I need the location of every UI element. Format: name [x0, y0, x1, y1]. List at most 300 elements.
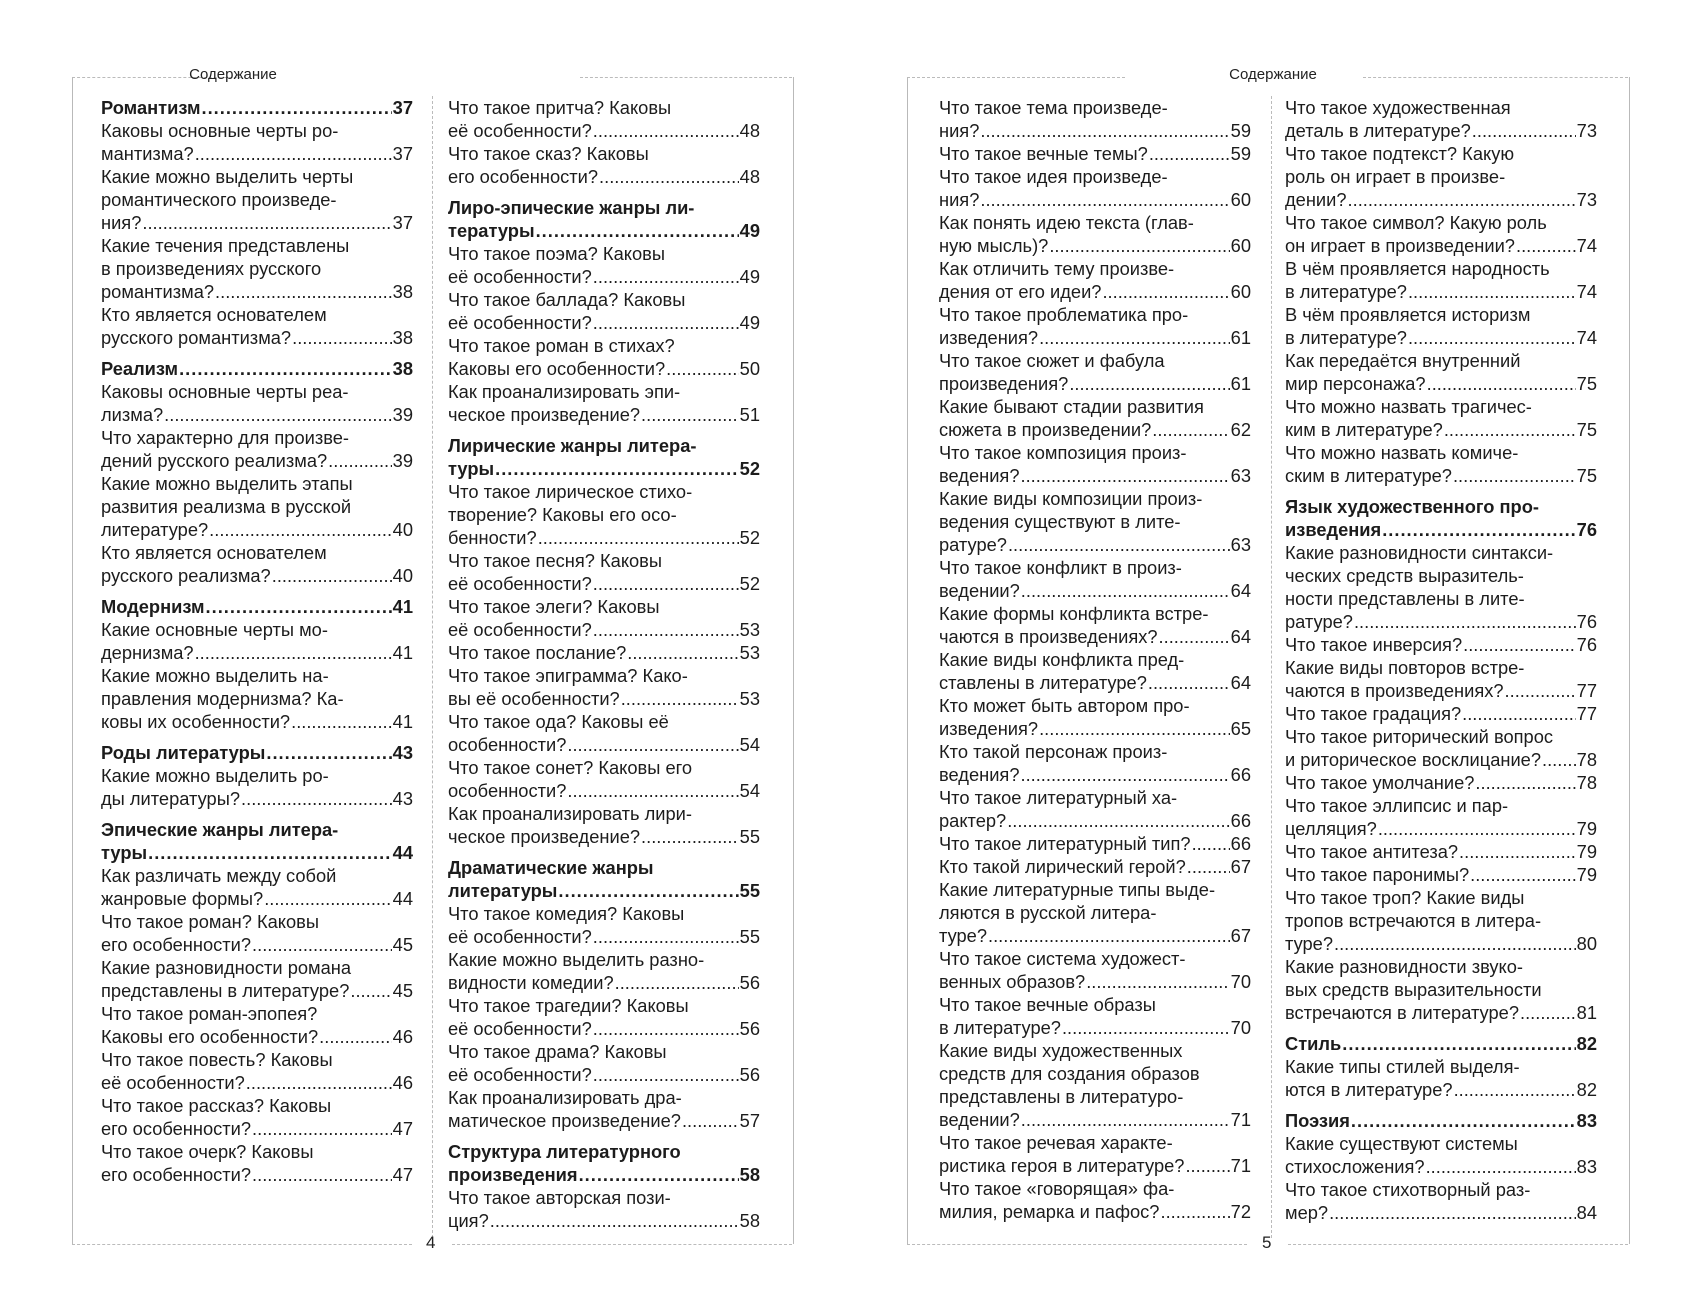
toc-entry[interactable] [939, 211, 1251, 257]
leader-dots [1039, 326, 1230, 349]
leader-dots [980, 188, 1229, 211]
toc-entry-text: Что такое очерк? Каковы [101, 1141, 314, 1162]
leader-dots [1354, 610, 1576, 633]
toc-page-number: 66 [1230, 810, 1251, 831]
leader-dots [641, 403, 739, 426]
toc-entry[interactable] [939, 740, 1251, 786]
toc-page-number: 66 [1230, 764, 1251, 785]
toc-entry-text: Что такое трагедии? Каковы [448, 995, 689, 1016]
leader-dots [621, 687, 739, 710]
leader-dots [1185, 1154, 1229, 1177]
toc-entry-text: ляются в русской литера- [939, 902, 1157, 923]
toc-entry-text: Какие существуют системы [1285, 1133, 1518, 1154]
toc-entry-text: и риторическое восклицание? [1285, 749, 1542, 770]
toc-page-number: 56 [739, 972, 760, 993]
toc-entry[interactable] [1285, 633, 1597, 656]
toc-entry[interactable] [939, 441, 1251, 487]
leader-dots [195, 641, 392, 664]
leader-dots [1472, 119, 1576, 142]
toc-page-number: 67 [1230, 856, 1251, 877]
page-number: 4 [426, 1233, 436, 1252]
toc-entry[interactable] [939, 1177, 1251, 1223]
toc-entry-text: его особенности? [101, 934, 252, 955]
toc-entry-text: романтического произведе- [101, 189, 337, 210]
toc-entry[interactable] [1285, 863, 1597, 886]
toc-entry[interactable] [1285, 794, 1597, 840]
toc-page-number: 63 [1230, 465, 1251, 486]
toc-entry[interactable] [939, 395, 1251, 441]
toc-entry-text: Что такое умолчание? [1285, 772, 1475, 793]
toc-entry[interactable] [939, 1039, 1251, 1131]
toc-entry[interactable] [1285, 541, 1597, 633]
toc-entry[interactable] [101, 1048, 413, 1094]
toc-entry[interactable] [101, 472, 413, 541]
toc-entry-text: ким в литературе? [1285, 419, 1443, 440]
toc-entry-text: ристика героя в литературе? [939, 1155, 1185, 1176]
toc-entry[interactable] [1285, 96, 1597, 142]
toc-page-number: 70 [1230, 1017, 1251, 1038]
toc-page-number: 54 [739, 734, 760, 755]
toc-page-number: 47 [392, 1164, 413, 1185]
leader-dots [1086, 970, 1229, 993]
toc-entry-text: её особенности? [448, 1064, 592, 1085]
toc-entry-text: Романтизм [101, 97, 201, 118]
toc-page-number: 64 [1230, 672, 1251, 693]
toc-page-number: 67 [1230, 925, 1251, 946]
toc-entry-text: В чём проявляется историзм [1285, 304, 1531, 325]
toc-entry-text: ния? [101, 212, 142, 233]
toc-entry[interactable] [448, 948, 760, 994]
toc-section[interactable] [448, 196, 760, 242]
toc-entry-text: ведении? [939, 580, 1020, 601]
toc-entry[interactable] [101, 764, 413, 810]
toc-entry[interactable] [448, 96, 760, 142]
toc-entry[interactable] [448, 756, 760, 802]
leader-dots [142, 211, 391, 234]
leader-dots [1351, 1109, 1576, 1132]
toc-entry-text: в литературе? [1285, 281, 1407, 302]
toc-entry[interactable] [939, 947, 1251, 993]
toc-entry-text: её особенности? [101, 1072, 245, 1093]
toc-entry-text: Что такое роман-эпопея? [101, 1003, 318, 1024]
toc-entry[interactable] [1285, 1055, 1597, 1101]
leader-dots [579, 1163, 739, 1186]
toc-entry-text: Что такое песня? Каковы [448, 550, 663, 571]
toc-entry-text: Что такое литературный ха- [939, 787, 1178, 808]
toc-page-number: 45 [392, 980, 413, 1001]
toc-section[interactable] [448, 1140, 760, 1186]
leader-dots [291, 710, 392, 733]
toc-entry[interactable] [101, 956, 413, 1002]
toc-entry-text: Как проанализировать эпи- [448, 381, 681, 402]
page-number: 5 [1262, 1233, 1272, 1252]
toc-page-number: 41 [392, 642, 413, 663]
toc-page-number: 38 [392, 358, 413, 379]
leader-dots [1007, 809, 1229, 832]
toc-entry[interactable] [448, 1186, 760, 1232]
toc-entry[interactable] [448, 902, 760, 948]
toc-entry-text: ведения существуют в лите- [939, 511, 1181, 532]
toc-page-number: 79 [1576, 818, 1597, 839]
toc-page-number: 37 [392, 212, 413, 233]
toc-entry[interactable] [101, 1140, 413, 1186]
toc-section[interactable] [448, 434, 760, 480]
toc-entry-text: ским в литературе? [1285, 465, 1452, 486]
toc-page-number: 78 [1576, 772, 1597, 793]
toc-page-number: 58 [739, 1164, 760, 1185]
toc-entry-text: Что такое эллипсис и пар- [1285, 795, 1509, 816]
toc-entry[interactable] [101, 234, 413, 303]
toc-page-number: 79 [1576, 864, 1597, 885]
toc-entry-text: вых средств выразительности [1285, 979, 1542, 1000]
leader-dots [1408, 326, 1576, 349]
toc-entry[interactable] [939, 142, 1251, 165]
toc-entry-text: ковы их особенности? [101, 711, 291, 732]
toc-page-number: 38 [392, 281, 413, 302]
toc-entry-text: вы её особенности? [448, 688, 620, 709]
leader-dots [593, 572, 739, 595]
leader-dots [1408, 280, 1576, 303]
toc-section[interactable] [101, 595, 413, 618]
toc-entry-text: мер? [1285, 1202, 1329, 1223]
toc-entry[interactable] [101, 618, 413, 664]
toc-entry-text: дернизма? [101, 642, 194, 663]
toc-entry-text: Что такое речевая характе- [939, 1132, 1173, 1153]
toc-entry-text: Кто такой персонаж произ- [939, 741, 1168, 762]
toc-entry-text: Что такое инверсия? [1285, 634, 1463, 655]
toc-entry-text: ратуре? [1285, 611, 1353, 632]
toc-entry-text: Кто может быть автором про- [939, 695, 1190, 716]
toc-page-number: 65 [1230, 718, 1251, 739]
toc-entry[interactable] [448, 664, 760, 710]
toc-entry[interactable] [101, 1002, 413, 1048]
toc-entry[interactable] [939, 694, 1251, 740]
toc-entry-text: тропов встречаются в литера- [1285, 910, 1542, 931]
toc-entry[interactable] [939, 96, 1251, 142]
toc-entry-text: его особенности? [101, 1164, 252, 1185]
toc-page-number: 66 [1230, 833, 1251, 854]
toc-entry[interactable] [939, 648, 1251, 694]
toc-page-number: 71 [1230, 1109, 1251, 1130]
toc-entry[interactable] [939, 1131, 1251, 1177]
toc-entry-text: Эпические жанры литера- [101, 819, 339, 840]
toc-entry[interactable] [448, 549, 760, 595]
toc-entry-text: ческое произведение? [448, 826, 641, 847]
toc-entry-text: Что можно назвать трагичес- [1285, 396, 1532, 417]
leader-dots [1187, 855, 1230, 878]
leader-dots [593, 925, 739, 948]
toc-entry-text: её особенности? [448, 120, 592, 141]
leader-dots [266, 741, 391, 764]
toc-page-number: 47 [392, 1118, 413, 1139]
leader-dots [202, 96, 392, 119]
toc-page-number: 60 [1230, 189, 1251, 210]
toc-entry[interactable] [939, 855, 1251, 878]
toc-entry[interactable] [448, 380, 760, 426]
toc-entry-text: стихосложения? [1285, 1156, 1425, 1177]
toc-entry-text: произведения? [939, 373, 1069, 394]
leader-dots [495, 457, 739, 480]
toc-section[interactable] [101, 96, 413, 119]
toc-page-number: 43 [392, 742, 413, 763]
toc-entry[interactable] [448, 994, 760, 1040]
toc-column [448, 96, 760, 1232]
toc-entry[interactable] [939, 257, 1251, 303]
toc-entry[interactable] [448, 1086, 760, 1132]
toc-entry-text: Что такое художественная [1285, 97, 1511, 118]
toc-entry[interactable] [1285, 257, 1597, 303]
toc-page-number: 37 [392, 97, 413, 118]
toc-page-number: 37 [392, 143, 413, 164]
toc-page-number: 64 [1230, 626, 1251, 647]
toc-entry[interactable] [1285, 303, 1597, 349]
toc-page-number: 55 [739, 926, 760, 947]
toc-entry[interactable] [101, 303, 413, 349]
toc-entry-text: Какие литературные типы выде- [939, 879, 1216, 900]
toc-section[interactable] [1285, 1032, 1597, 1055]
leader-dots [641, 825, 739, 848]
toc-section[interactable] [448, 856, 760, 902]
bottom-rule [452, 1244, 792, 1245]
leader-dots [490, 1209, 739, 1232]
toc-entry-text: особенности? [448, 734, 567, 755]
leader-dots [328, 449, 391, 472]
toc-entry[interactable] [1285, 840, 1597, 863]
toc-entry-text: литературы [448, 880, 558, 901]
toc-page-number: 77 [1576, 680, 1597, 701]
leader-dots [558, 879, 738, 902]
toc-entry[interactable] [1285, 1132, 1597, 1178]
toc-entry[interactable] [1285, 656, 1597, 702]
toc-entry[interactable] [1285, 725, 1597, 771]
leader-dots [252, 1163, 392, 1186]
toc-section[interactable] [1285, 495, 1597, 541]
toc-page-number: 44 [392, 842, 413, 863]
toc-entry-text: ставлены в литературе? [939, 672, 1147, 693]
toc-entry-text: её особенности? [448, 266, 592, 287]
toc-entry[interactable] [101, 864, 413, 910]
toc-entry-text: Кто является основателем [101, 542, 327, 563]
toc-entry-text: Каковы его особенности? [448, 358, 666, 379]
toc-entry-text: Какие можно выделить ро- [101, 765, 329, 786]
toc-entry-text: Каковы основные черты реа- [101, 381, 349, 402]
toc-section[interactable] [101, 818, 413, 864]
toc-entry-text: дений русского реализма? [101, 450, 328, 471]
leader-dots [1542, 748, 1576, 771]
toc-entry-text: Что такое антитеза? [1285, 841, 1459, 862]
toc-page-number: 54 [739, 780, 760, 801]
toc-page-number: 72 [1230, 1201, 1251, 1222]
leader-dots [988, 924, 1230, 947]
toc-entry-text: Как проанализировать дра- [448, 1087, 682, 1108]
leader-dots [1426, 1155, 1576, 1178]
toc-entry[interactable] [1285, 211, 1597, 257]
toc-entry-text: Какие можно выделить разно- [448, 949, 705, 970]
leader-dots [1453, 464, 1576, 487]
leader-dots [1020, 763, 1229, 786]
toc-page-number: 52 [739, 458, 760, 479]
toc-section[interactable] [101, 357, 413, 380]
toc-entry-text: Каковы основные черты ро- [101, 120, 339, 141]
toc-entry[interactable] [448, 641, 760, 664]
toc-entry-text: ратуре? [939, 534, 1007, 555]
toc-entry-text: правления модернизма? Ка- [101, 688, 344, 709]
column-divider [432, 96, 433, 1238]
toc-entry[interactable] [939, 832, 1251, 855]
toc-entry-text: Что такое проблематика про- [939, 304, 1189, 325]
toc-entry-text: представлены в литературе? [101, 980, 350, 1001]
running-header: Содержание [189, 66, 277, 83]
toc-entry-text: Что такое притча? Каковы [448, 97, 672, 118]
toc-page-number: 76 [1576, 634, 1597, 655]
toc-entry[interactable] [448, 288, 760, 334]
top-rule [907, 77, 1125, 78]
leader-dots [593, 311, 739, 334]
toc-entry[interactable] [101, 910, 413, 956]
toc-entry[interactable] [939, 487, 1251, 556]
toc-entry[interactable] [101, 165, 413, 234]
toc-entry-text: Что такое идея произведе- [939, 166, 1168, 187]
toc-entry[interactable] [939, 878, 1251, 947]
toc-page-number: 59 [1230, 143, 1251, 164]
toc-entry[interactable] [939, 993, 1251, 1039]
toc-page-number: 81 [1576, 1002, 1597, 1023]
toc-entry-text: роль он играет в произве- [1285, 166, 1506, 187]
toc-entry-text: Что такое система художест- [939, 948, 1186, 969]
toc-entry-text: Что такое конфликт в произ- [939, 557, 1182, 578]
toc-entry-text: Реализм [101, 358, 179, 379]
toc-entry[interactable] [1285, 395, 1597, 441]
toc-entry[interactable] [1285, 142, 1597, 211]
toc-entry[interactable] [1285, 1178, 1597, 1224]
toc-entry-text: ды литературы? [101, 788, 241, 809]
toc-page-number: 53 [739, 619, 760, 640]
toc-entry[interactable] [101, 664, 413, 733]
toc-entry-text: Что такое символ? Какую роль [1285, 212, 1547, 233]
toc-entry-text: В чём проявляется народность [1285, 258, 1550, 279]
leader-dots [179, 357, 392, 380]
toc-entry-text: Что такое вечные образы [939, 994, 1156, 1015]
bottom-rule [1288, 1244, 1628, 1245]
toc-page-number: 52 [739, 573, 760, 594]
toc-entry-text: творение? Каковы его осо- [448, 504, 677, 525]
toc-page-number: 70 [1230, 971, 1251, 992]
toc-page-number: 82 [1576, 1079, 1597, 1100]
toc-entry[interactable] [939, 165, 1251, 211]
toc-entry-text: туры [448, 458, 495, 479]
leader-dots [241, 787, 392, 810]
toc-entry[interactable] [101, 119, 413, 165]
leader-dots [593, 119, 739, 142]
toc-entry[interactable] [1285, 441, 1597, 487]
toc-entry-text: Что такое лирическое стихо- [448, 481, 693, 502]
toc-entry[interactable] [448, 802, 760, 848]
toc-entry-text: его особенности? [101, 1118, 252, 1139]
toc-page-number: 57 [739, 1110, 760, 1131]
toc-entry[interactable] [939, 303, 1251, 349]
toc-entry-text: Что такое «говорящая» фа- [939, 1178, 1175, 1199]
toc-entry-text: в литературе? [939, 1017, 1061, 1038]
toc-entry-text: он играет в произведении? [1285, 235, 1515, 256]
toc-entry[interactable] [101, 380, 413, 426]
toc-entry[interactable] [448, 595, 760, 641]
toc-entry-text: Что такое элеги? Каковы [448, 596, 660, 617]
toc-entry[interactable] [448, 1040, 760, 1086]
toc-section[interactable] [101, 741, 413, 764]
toc-entry-text: Что такое баллада? Каковы [448, 289, 686, 310]
toc-section[interactable] [1285, 1109, 1597, 1132]
toc-entry-text: Какие бывают стадии развития [939, 396, 1204, 417]
toc-page-number: 60 [1230, 281, 1251, 302]
bottom-rule [72, 1244, 412, 1245]
toc-entry-text: изведения [1285, 519, 1382, 540]
toc-entry[interactable] [448, 142, 760, 188]
toc-entry-text: Что такое послание? [448, 642, 627, 663]
toc-entry-text: произведения [448, 1164, 578, 1185]
toc-entry[interactable] [1285, 702, 1597, 725]
toc-entry-text: чаются в произведениях? [939, 626, 1158, 647]
toc-entry-text: Что такое вечные темы? [939, 143, 1148, 164]
toc-entry-text: Роды литературы [101, 742, 266, 763]
toc-entry-text: целляция? [1285, 818, 1377, 839]
leader-dots [264, 887, 391, 910]
leader-dots [164, 403, 391, 426]
toc-entry-text: русского реализма? [101, 565, 271, 586]
toc-entry[interactable] [101, 1094, 413, 1140]
leader-dots [1444, 418, 1576, 441]
toc-entry-text: Что такое композиция произ- [939, 442, 1187, 463]
leader-dots [1462, 702, 1576, 725]
leader-dots [1427, 372, 1576, 395]
toc-entry-text: Структура литературного [448, 1141, 681, 1162]
toc-entry[interactable] [448, 710, 760, 756]
toc-entry[interactable] [448, 242, 760, 288]
toc-entry[interactable] [1285, 771, 1597, 794]
toc-page-number: 74 [1576, 327, 1597, 348]
toc-entry[interactable] [1285, 349, 1597, 395]
leader-dots [1021, 1108, 1230, 1131]
leader-dots [538, 526, 739, 549]
toc-entry[interactable] [1285, 886, 1597, 955]
toc-entry[interactable] [939, 556, 1251, 602]
leader-dots [1021, 579, 1230, 602]
toc-entry[interactable] [939, 602, 1251, 648]
leader-dots [1049, 234, 1229, 257]
toc-entry[interactable] [448, 334, 760, 380]
toc-page-number: 61 [1230, 373, 1251, 394]
toc-entry-text: Что такое градация? [1285, 703, 1462, 724]
leader-dots [252, 933, 392, 956]
toc-entry-text: русского романтизма? [101, 327, 292, 348]
leader-dots [246, 1071, 392, 1094]
toc-page-number: 60 [1230, 235, 1251, 256]
toc-entry-text: Что такое риторический вопрос [1285, 726, 1554, 747]
toc-entry[interactable] [939, 349, 1251, 395]
toc-entry[interactable] [101, 541, 413, 587]
toc-page-number: 73 [1576, 120, 1597, 141]
leader-dots [1069, 372, 1229, 395]
running-header: Содержание [1229, 66, 1317, 83]
toc-entry-text: Что такое ода? Каковы её [448, 711, 669, 732]
toc-entry[interactable] [1285, 955, 1597, 1024]
toc-entry-text: Какие формы конфликта встре- [939, 603, 1209, 624]
toc-page-number: 63 [1230, 534, 1251, 555]
toc-entry[interactable] [448, 480, 760, 549]
toc-entry[interactable] [101, 426, 413, 472]
toc-entry[interactable] [939, 786, 1251, 832]
toc-entry-text: Какие разновидности синтакси- [1285, 542, 1554, 563]
toc-entry-text: ются в литературе? [1285, 1079, 1453, 1100]
